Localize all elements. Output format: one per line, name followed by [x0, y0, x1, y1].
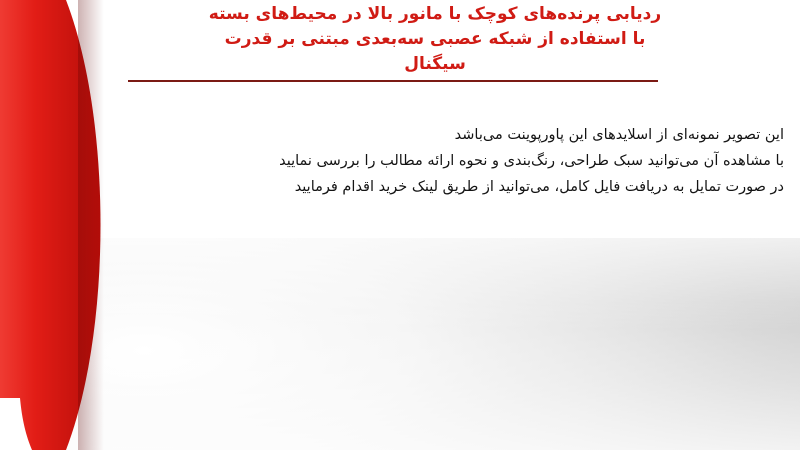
title-line-3: سیگنال [404, 54, 466, 74]
body-line-3: در صورت تمایل به دریافت فایل کامل، می‌توانید از طریق لینک خرید اقدام فرمایید [294, 179, 784, 195]
body-line-1: این تصویر نمونه‌ای از اسلایدهای این پاورپوینت می‌باشد [454, 127, 784, 143]
slide-body-text [96, 122, 784, 200]
title-line-2: با استفاده از شبکه عصبی سه‌بعدی مبتنی بر قدرت [224, 29, 646, 49]
title-line-1: ردیابی پرنده‌های کوچک با مانور بالا در محیط‌های بسته [208, 4, 662, 24]
slide-title [70, 2, 800, 77]
title-underline-divider [128, 80, 658, 82]
body-line-2: با مشاهده آن می‌توانید سبک طراحی، رنگ‌بندی و نحوه ارائه مطالب را بررسی نمایید [279, 153, 784, 169]
